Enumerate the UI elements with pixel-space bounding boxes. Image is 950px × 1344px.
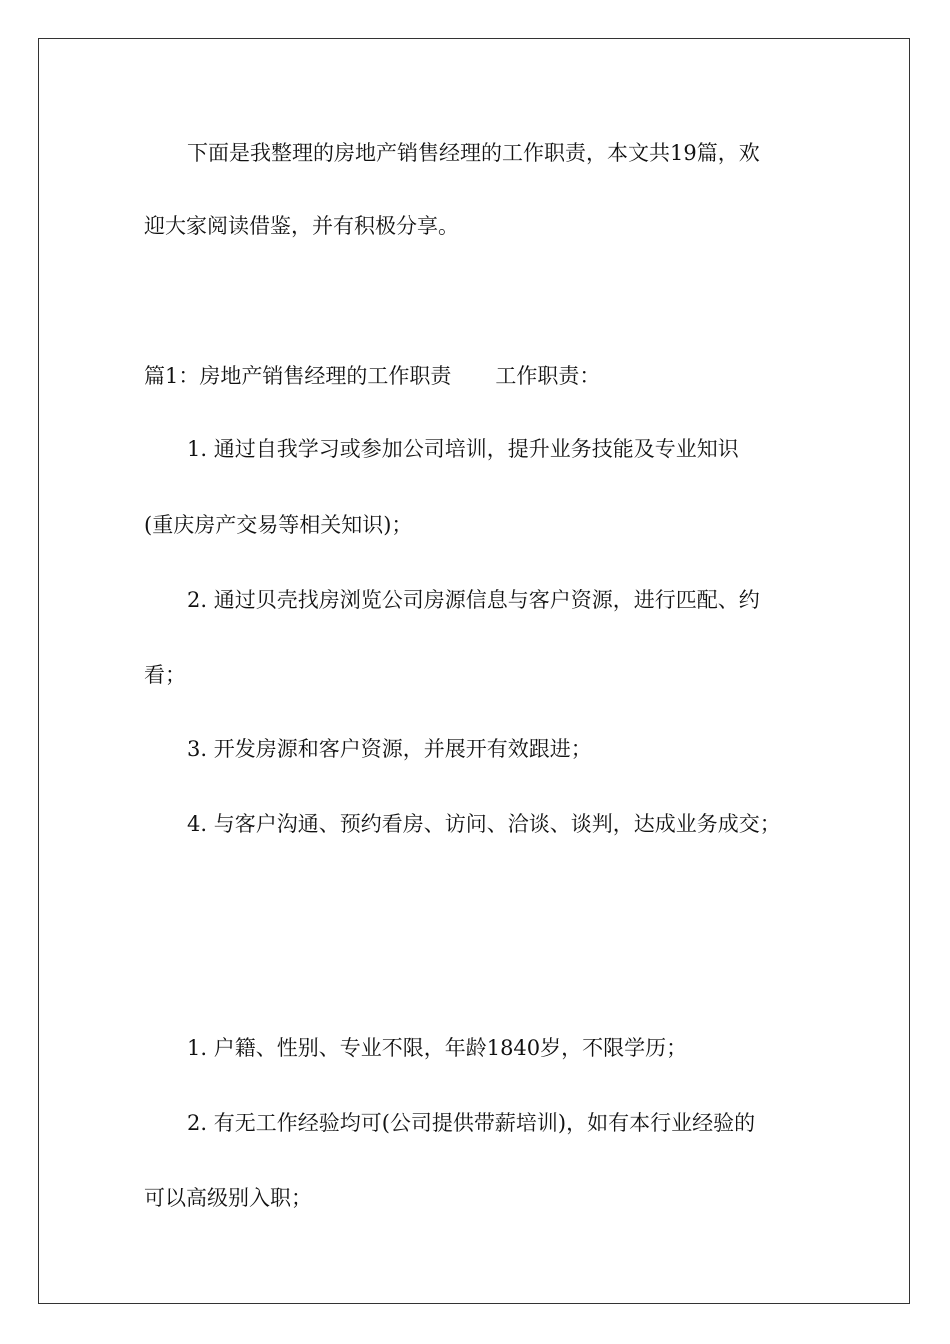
requirement-item-2-line-1: 2. 有无工作经验均可(公司提供带薪培训)，如有本行业经验的 — [187, 1111, 756, 1135]
section-heading: 篇1：房地产销售经理的工作职责 — [144, 364, 452, 388]
duty-item-2-line-1: 2. 通过贝壳找房浏览公司房源信息与客户资源，进行匹配、约 — [187, 588, 760, 612]
intro-line-2: 迎大家阅读借鉴，并有积极分享。 — [144, 214, 459, 238]
requirement-item-1: 1. 户籍、性别、专业不限，年龄1840岁，不限学历； — [187, 1036, 688, 1060]
duty-item-3: 3. 开发房源和客户资源，并展开有效跟进； — [187, 737, 592, 761]
duty-item-4: 4. 与客户沟通、预约看房、访问、洽谈、谈判，达成业务成交； — [187, 812, 781, 836]
duty-item-1-line-2: (重庆房产交易等相关知识)； — [144, 513, 413, 537]
section-subheading: 工作职责： — [495, 364, 601, 388]
requirement-item-2-line-2: 可以高级别入职； — [144, 1186, 312, 1210]
duty-item-2-line-2: 看； — [144, 663, 186, 687]
section-heading-row — [144, 361, 600, 391]
duty-item-1-line-1: 1. 通过自我学习或参加公司培训，提升业务技能及专业知识 — [187, 437, 739, 461]
intro-line-1: 下面是我整理的房地产销售经理的工作职责，本文共19篇，欢 — [187, 141, 760, 165]
